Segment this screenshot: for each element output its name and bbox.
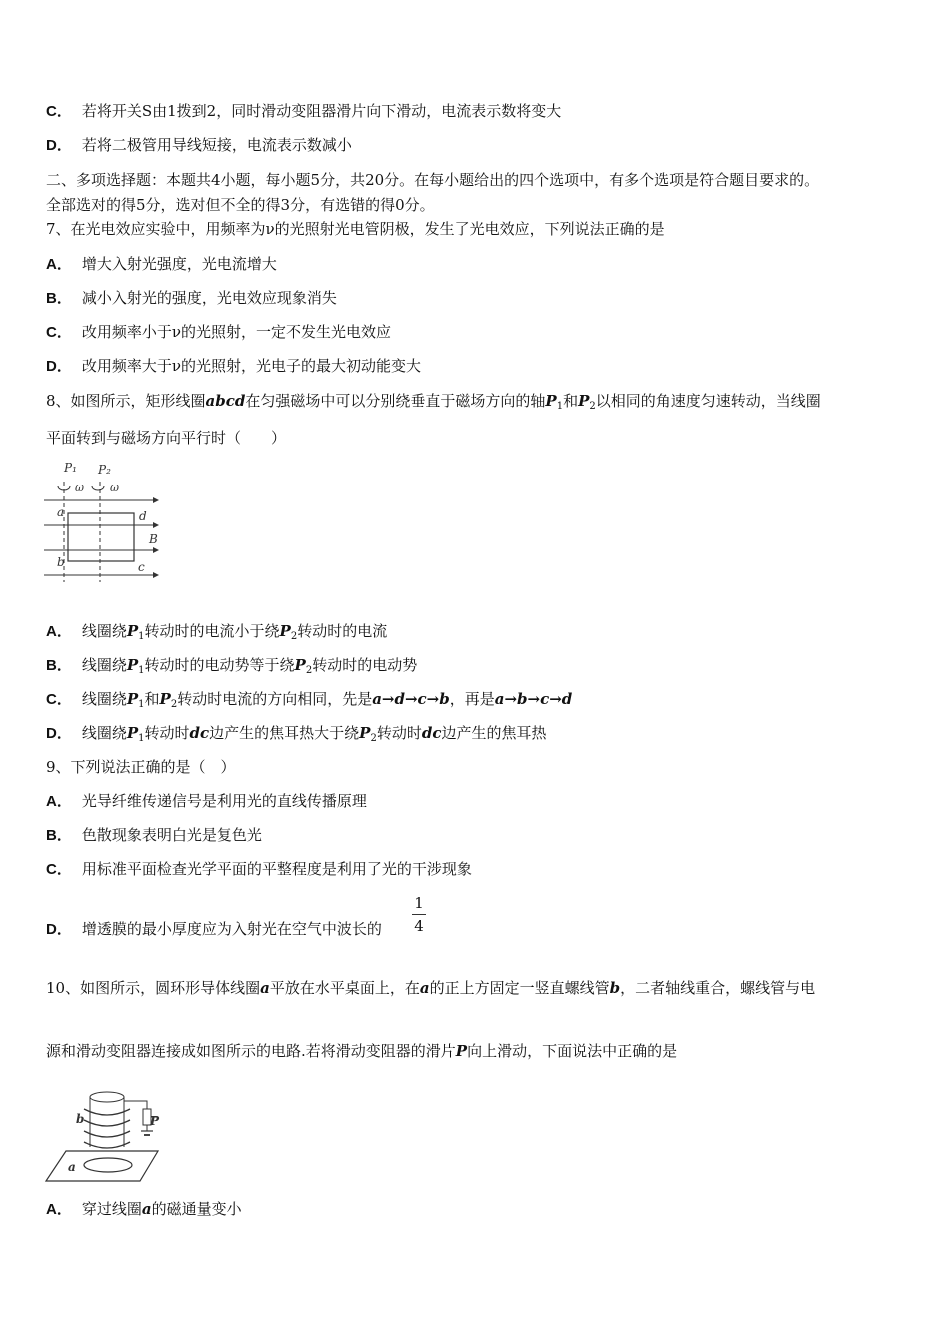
rotation-p2-icon — [92, 486, 104, 490]
fraction-numerator: 1 — [414, 894, 424, 912]
section2-heading-cont: 全部选对的得5分，选对但不全的得3分，有选错的得0分。 — [46, 196, 435, 214]
q7-option-c: C． 改用频率小于ν的光照射，一定不发生光电效应 — [46, 323, 391, 341]
q8-option-d: D． 线圈绕$P_1$转动时dc边产生的焦耳热大于绕$P_2$转动时dc边产生的焦耳热 — [46, 724, 547, 744]
q6-option-c: C． 若将开关S由1拨到2，同时滑动变阻器滑片向下滑动，电流表示数将变大 — [46, 102, 562, 120]
solenoid-winding-3 — [84, 1131, 130, 1137]
q10-stem-cont: 源和滑动变阻器连接成如图所示的电路.若将滑动变阻器的滑片P向上滑动，下面说法中正确的是 — [46, 1042, 678, 1060]
q7-stem: 7、在光电效应实验中，用频率为ν的光照射光电管阴极，发生了光电效应，下列说法正确的是 — [46, 220, 665, 238]
q10-stem: 10、如图所示，圆环形导体线圈a平放在水平桌面上，在a的正上方固定一竖直螺线管b，二者轴线重合，螺线管与电 — [46, 979, 816, 997]
axis-p1-label: P₁ — [64, 461, 77, 475]
solenoid-winding-4 — [84, 1142, 130, 1148]
q8-figure — [40, 458, 170, 583]
q9-stem: 9、下列说法正确的是（ ） — [46, 758, 236, 776]
q9-option-c: C． 用标准平面检查光学平面的平整程度是利用了光的干涉现象 — [46, 860, 472, 878]
q10-option-a: A． 穿过线圈a的磁通量变小 — [46, 1200, 242, 1218]
section2-heading: 二、多项选择题：本题共4小题，每小题5分，共20分。在每小题给出的四个选项中，有多个选项是符合题目要求的。 — [46, 171, 820, 189]
q7-option-a: A． 增大入射光强度，光电流增大 — [46, 255, 277, 273]
solenoid-winding-1 — [84, 1109, 130, 1115]
q9-option-d: D． 增透膜的最小厚度应为入射光在空气中波长的 — [46, 920, 382, 938]
q9-option-a: A． 光导纤维传递信号是利用光的直线传播原理 — [46, 792, 367, 810]
ring-a-label: a — [68, 1160, 76, 1174]
omega-2-label: ω — [110, 481, 119, 494]
q7-option-b: B． 减小入射光的强度，光电效应现象消失 — [46, 289, 337, 307]
vertex-b-label: b — [57, 555, 65, 569]
field-b-label: B — [149, 532, 158, 546]
solenoid-winding-2 — [84, 1120, 130, 1126]
q8-stem: 8、如图所示，矩形线圈abcd在匀强磁场中可以分别绕垂直于磁场方向的轴$P_1$和$P_2$以相同的角速度匀速转动，当线圈 — [46, 392, 821, 412]
q9-fraction — [412, 894, 426, 935]
q8-option-b: B． 线圈绕$P_1$转动时的电动势等于绕$P_2$转动时的电动势 — [46, 656, 418, 676]
ring-coil-a — [84, 1158, 132, 1172]
q10-figure — [44, 1083, 174, 1185]
fraction-denominator: 4 — [414, 917, 424, 935]
circuit-wire-top — [124, 1101, 147, 1109]
q8-stem-cont: 平面转到与磁场方向平行时（ ） — [46, 429, 287, 447]
q9-option-b: B． 色散现象表明白光是复色光 — [46, 826, 262, 844]
vertex-c-label: c — [138, 560, 145, 574]
q7-option-d: D． 改用频率大于ν的光照射，光电子的最大初动能变大 — [46, 357, 421, 375]
coil-rectangle — [68, 513, 134, 561]
slider-p-label: P — [150, 1114, 160, 1128]
omega-1-label: ω — [75, 481, 84, 494]
vertex-d-label: d — [139, 509, 147, 523]
table-surface — [46, 1151, 158, 1181]
q8-option-c: C． 线圈绕$P_1$和$P_2$转动时电流的方向相同，先是a→d→c→b，再是a→b→c→d — [46, 690, 573, 710]
q8-option-a: A． 线圈绕$P_1$转动时的电流小于绕$P_2$转动时的电流 — [46, 622, 388, 642]
axis-p2-label: P₂ — [98, 463, 111, 477]
fraction-bar — [412, 914, 426, 915]
solenoid-top — [90, 1092, 124, 1102]
solenoid-b-label: b — [76, 1112, 85, 1126]
q6-option-d: D． 若将二极管用导线短接，电流表示数减小 — [46, 136, 352, 154]
vertex-a-label: a — [57, 505, 65, 519]
